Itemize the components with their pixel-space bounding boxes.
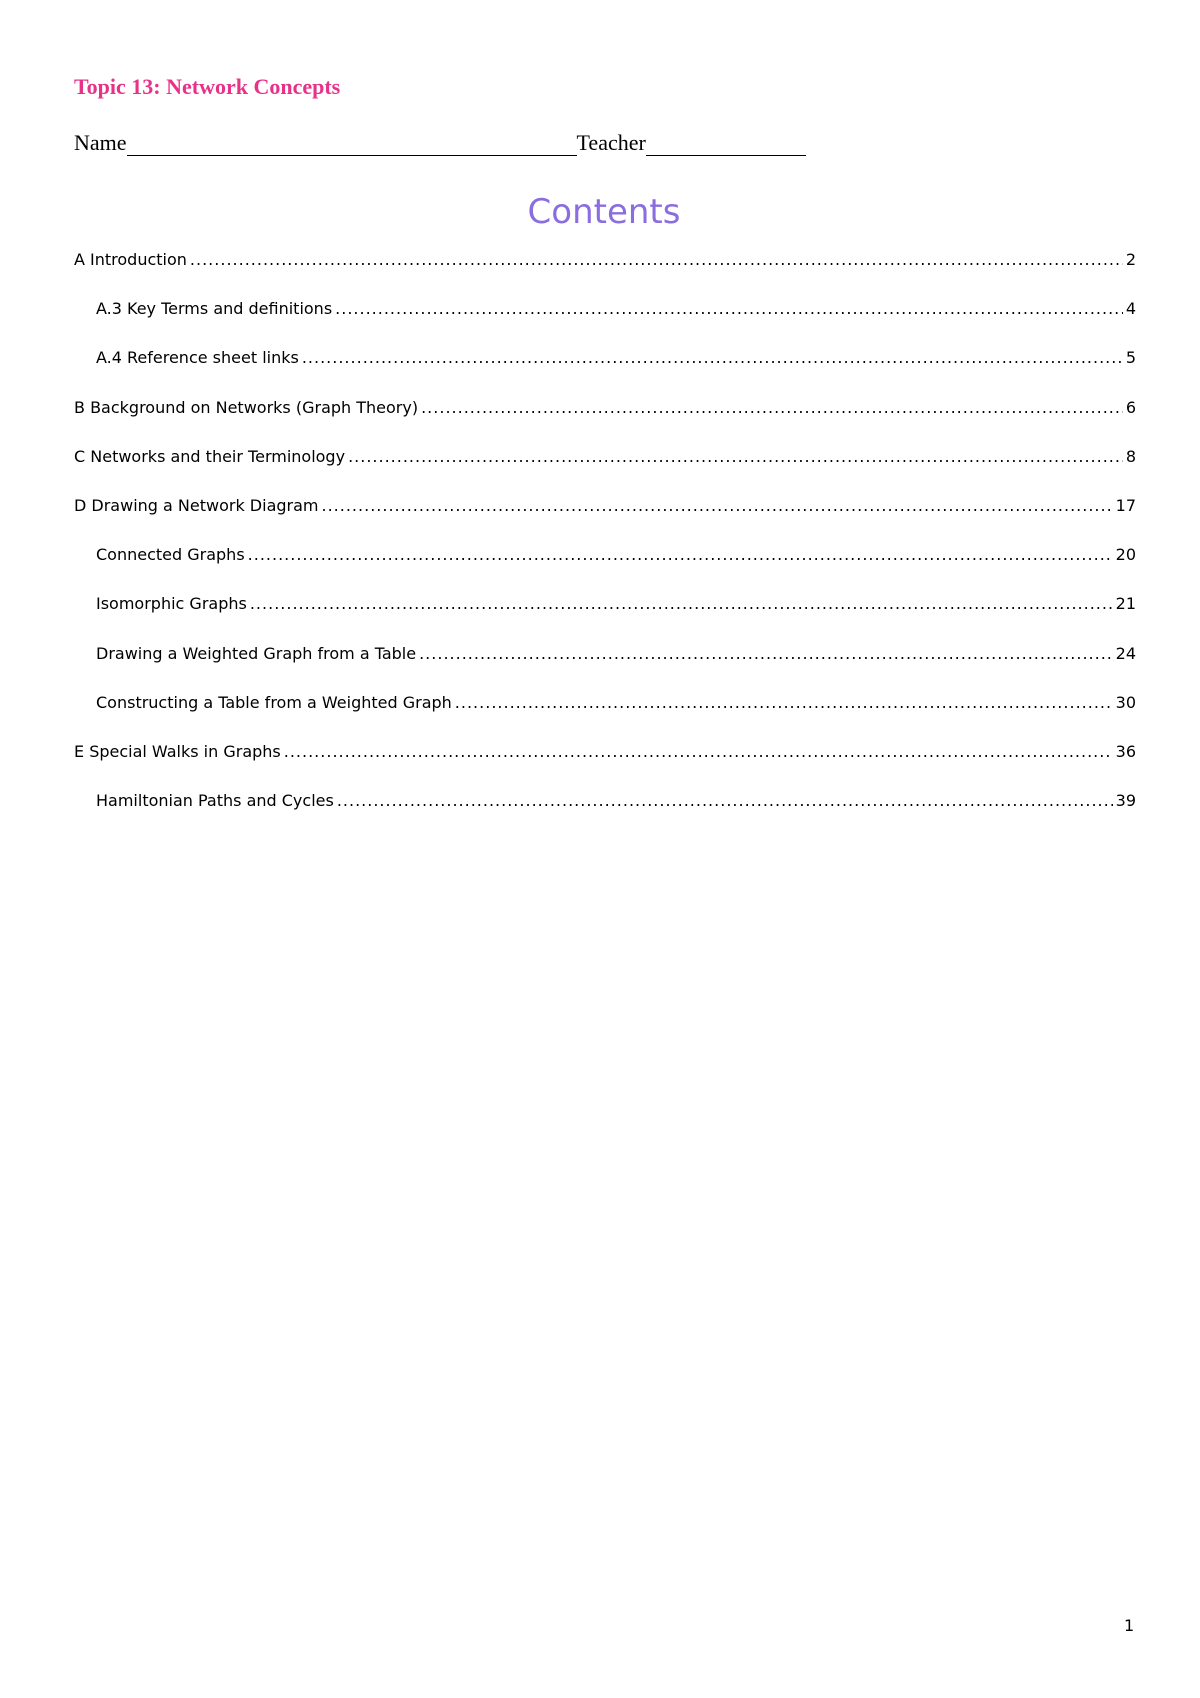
toc-leader-dots — [302, 348, 1123, 368]
toc-entry-page: 20 — [1115, 545, 1136, 564]
toc-entry-label: C Networks and their Terminology — [74, 447, 346, 466]
toc-entry-introduction[interactable] — [74, 250, 1136, 270]
toc-entry-page: 36 — [1115, 742, 1136, 761]
toc-entry-page: 39 — [1115, 791, 1136, 810]
toc-entry-label: Drawing a Weighted Graph from a Table — [96, 644, 417, 663]
topic-title: Topic 13: Network Concepts — [74, 74, 341, 99]
contents-heading: Contents — [527, 192, 681, 232]
toc-entry-isomorphic-graphs[interactable] — [96, 594, 1136, 614]
toc-leader-dots — [250, 594, 1113, 614]
toc-entry-table-from-weighted-graph[interactable] — [96, 693, 1136, 713]
toc-entry-page: 30 — [1115, 693, 1136, 712]
name-teacher-line — [74, 130, 806, 156]
toc-entry-networks-terminology[interactable] — [74, 447, 1136, 467]
page-number: 1 — [1124, 1616, 1135, 1635]
toc-entry-label: A Introduction — [74, 250, 187, 269]
toc-entry-label: D Drawing a Network Diagram — [74, 496, 319, 515]
teacher-label: Teacher — [576, 130, 646, 155]
toc-leader-dots — [455, 693, 1113, 713]
toc-entry-page: 17 — [1115, 496, 1136, 515]
toc-entry-key-terms[interactable] — [96, 299, 1136, 319]
toc-entry-special-walks[interactable] — [74, 742, 1136, 762]
toc-entry-hamiltonian-paths[interactable] — [96, 791, 1136, 811]
toc-entry-reference-sheet-links[interactable] — [96, 348, 1136, 368]
toc-entry-label: Connected Graphs — [96, 545, 245, 564]
name-blank — [127, 131, 577, 156]
toc-entry-label: E Special Walks in Graphs — [74, 742, 281, 761]
toc-entry-background-on-networks[interactable] — [74, 398, 1136, 418]
toc-leader-dots — [337, 791, 1113, 811]
name-label: Name — [74, 130, 127, 155]
toc-entry-label: A.3 Key Terms and definitions — [96, 299, 333, 318]
toc-entry-page: 2 — [1125, 250, 1136, 269]
toc-leader-dots — [335, 299, 1123, 319]
toc-entry-label: Hamiltonian Paths and Cycles — [96, 791, 334, 810]
toc-entry-label: A.4 Reference sheet links — [96, 348, 299, 367]
toc-entry-weighted-graph-from-table[interactable] — [96, 644, 1136, 664]
toc-entry-page: 6 — [1125, 398, 1136, 417]
toc-leader-dots — [284, 742, 1113, 762]
toc-entry-label: Constructing a Table from a Weighted Graph — [96, 693, 452, 712]
toc-leader-dots — [248, 545, 1113, 565]
toc-entry-page: 24 — [1115, 644, 1136, 663]
teacher-blank — [646, 131, 806, 156]
toc-leader-dots — [348, 447, 1123, 467]
toc-entry-label: B Background on Networks (Graph Theory) — [74, 398, 419, 417]
toc-entry-drawing-network-diagram[interactable] — [74, 496, 1136, 516]
toc-entry-page: 5 — [1125, 348, 1136, 367]
toc-entry-page: 8 — [1125, 447, 1136, 466]
toc-entry-label: Isomorphic Graphs — [96, 594, 247, 613]
toc-entry-page: 21 — [1115, 594, 1136, 613]
toc-leader-dots — [190, 250, 1123, 270]
toc-leader-dots — [419, 644, 1113, 664]
toc-entry-page: 4 — [1125, 299, 1136, 318]
toc-leader-dots — [421, 398, 1123, 418]
toc-entry-connected-graphs[interactable] — [96, 545, 1136, 565]
toc-leader-dots — [322, 496, 1113, 516]
